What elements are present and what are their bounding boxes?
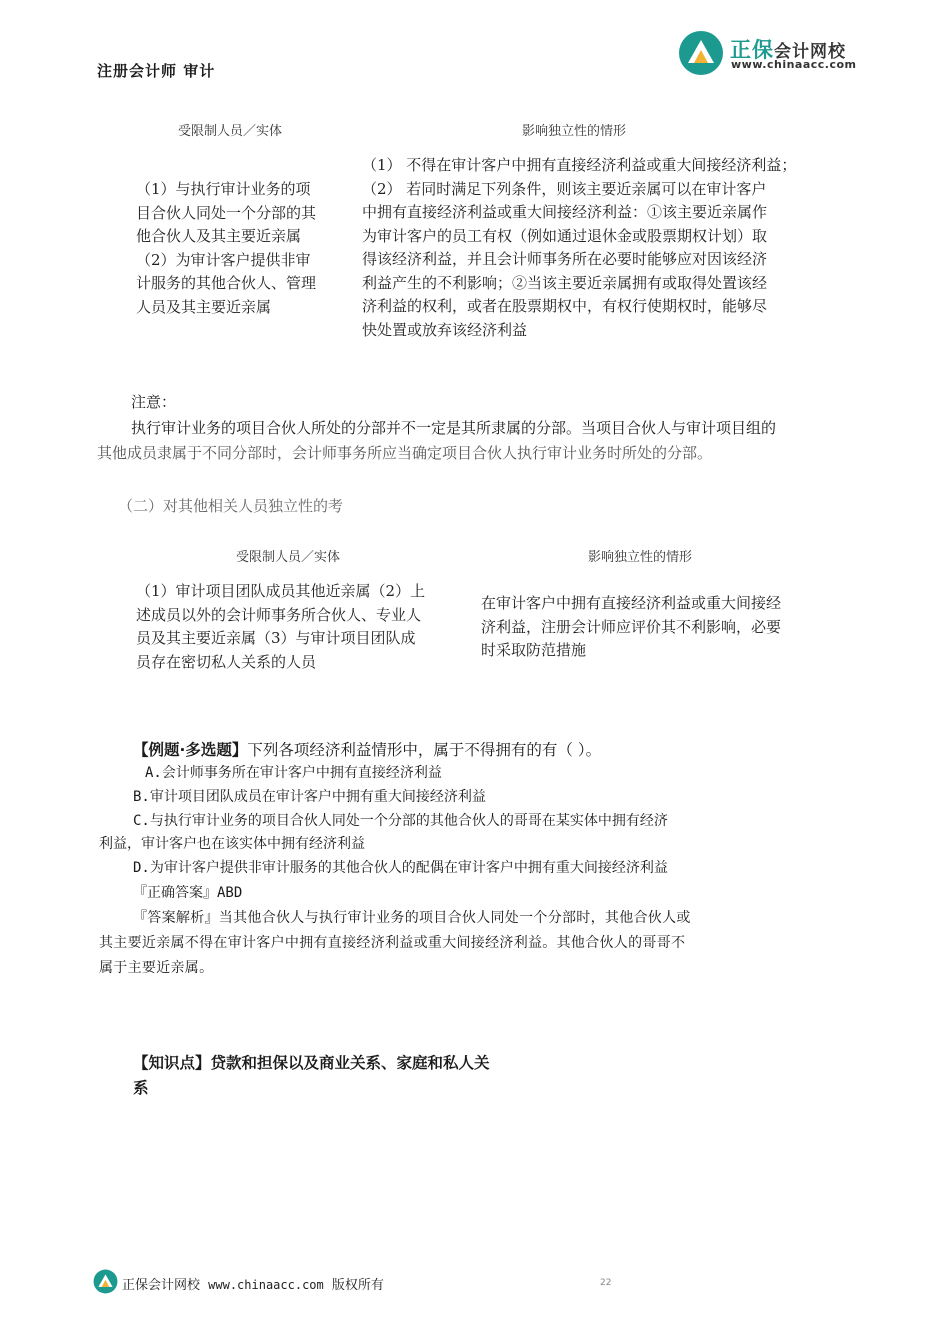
table1-col2-header: 影响独立性的情形: [522, 124, 627, 139]
table1-right-cell: （1） 不得在审计客户中拥有直接经济利益或重大间接经济利益； （2） 若同时满足下列条件，则该主要近亲属可以在审计客户 中拥有直接经济利益或重大间接经济利益：①该主要近亲属作 为审计客户的员工有权（例如通过退休金或股票期权计划）取 得该经济利益，并且会计师事务所在必要时能够应对因该经济 利益产生的不利影响；②当该主要近亲属拥有或取得处置该经 济利益的权利，或者在股票期权中，有权行使期权时，能够尽 快处置或放弃该经济利益: [362, 156, 797, 339]
page-number: 22: [600, 1278, 612, 1288]
option-b: B.审计项目团队成员在审计客户中拥有重大间接经济利益: [133, 789, 486, 805]
answer-analysis-line2: 其主要近亲属不得在审计客户中拥有直接经济利益或重大间接经济利益。其他合伙人的哥哥不: [99, 935, 686, 951]
option-d: D.为审计客户提供非审计服务的其他合伙人的配偶在审计客户中拥有重大间接经济利益: [133, 860, 668, 876]
note-label: 注意：: [131, 393, 177, 411]
table2-col1-header: 受限制人员／实体: [236, 550, 341, 565]
option-c-line1: C.与执行审计业务的项目合伙人同处一个分部的其他合伙人的哥哥在某实体中拥有经济: [133, 813, 668, 829]
knowledge-point-title-cut: 系: [133, 1079, 149, 1097]
section-heading-cut: （二）对其他相关人员独立性的考: [118, 497, 344, 515]
footer-copyright: 正保会计网校 www.chinaacc.com 版权所有: [122, 1278, 384, 1293]
knowledge-point-title: 【知识点】贷款和担保以及商业关系、家庭和私人关: [133, 1054, 490, 1072]
table2-left-cell: （1）审计项目团队成员其他近亲属（2）上 述成员以外的会计师事务所合伙人、专业人 员及其主要近亲属（3）与审计项目团队成 员存在密切私人关系的人员: [136, 582, 426, 671]
logo-brand-name: 正保会计网校: [730, 38, 846, 62]
option-a: A.会计师事务所在审计客户中拥有直接经济利益: [145, 765, 442, 781]
option-c-line2: 利益，审计客户也在该实体中拥有经济利益: [99, 836, 365, 852]
chinaacc-logo-icon: [678, 30, 724, 76]
table2-col2-header: 影响独立性的情形: [588, 550, 693, 565]
example-question: 【例题·多选题】下列各项经济利益情形中，属于不得拥有的有（ ）。: [133, 741, 602, 759]
answer-analysis-line3: 属于主要近亲属。: [99, 960, 214, 976]
table2-right-cell: 在审计客户中拥有直接经济利益或重大间接经 济利益，注册会计师应评价其不利影响，必要 时采取防范措施: [481, 594, 782, 659]
correct-answer: 『正确答案』ABD: [133, 885, 243, 901]
table1-left-cell: （1）与执行审计业务的项 目合伙人同处一个分部的其 他合伙人及其主要近亲属 （2）为审计客户提供非审 计服务的其他合伙人、管理 人员及其主要近亲属: [136, 180, 317, 316]
note-cut-line: 其他成员隶属于不同分部时，会计师事务所应当确定项目合伙人执行审计业务时所处的分部。: [97, 444, 713, 462]
footer-logo-icon: [93, 1269, 118, 1294]
note-body: 执行审计业务的项目合伙人所处的分部并不一定是其所隶属的分部。当项目合伙人与审计项目组的: [131, 419, 777, 437]
table1-col1-header: 受限制人员／实体: [178, 124, 283, 139]
answer-analysis-line1: 『答案解析』当其他合伙人与执行审计业务的项目合伙人同处一个分部时，其他合伙人或: [133, 910, 691, 926]
document-header-title: 注册会计师 审计: [97, 62, 216, 80]
logo-url: www.chinaacc.com: [731, 58, 857, 71]
